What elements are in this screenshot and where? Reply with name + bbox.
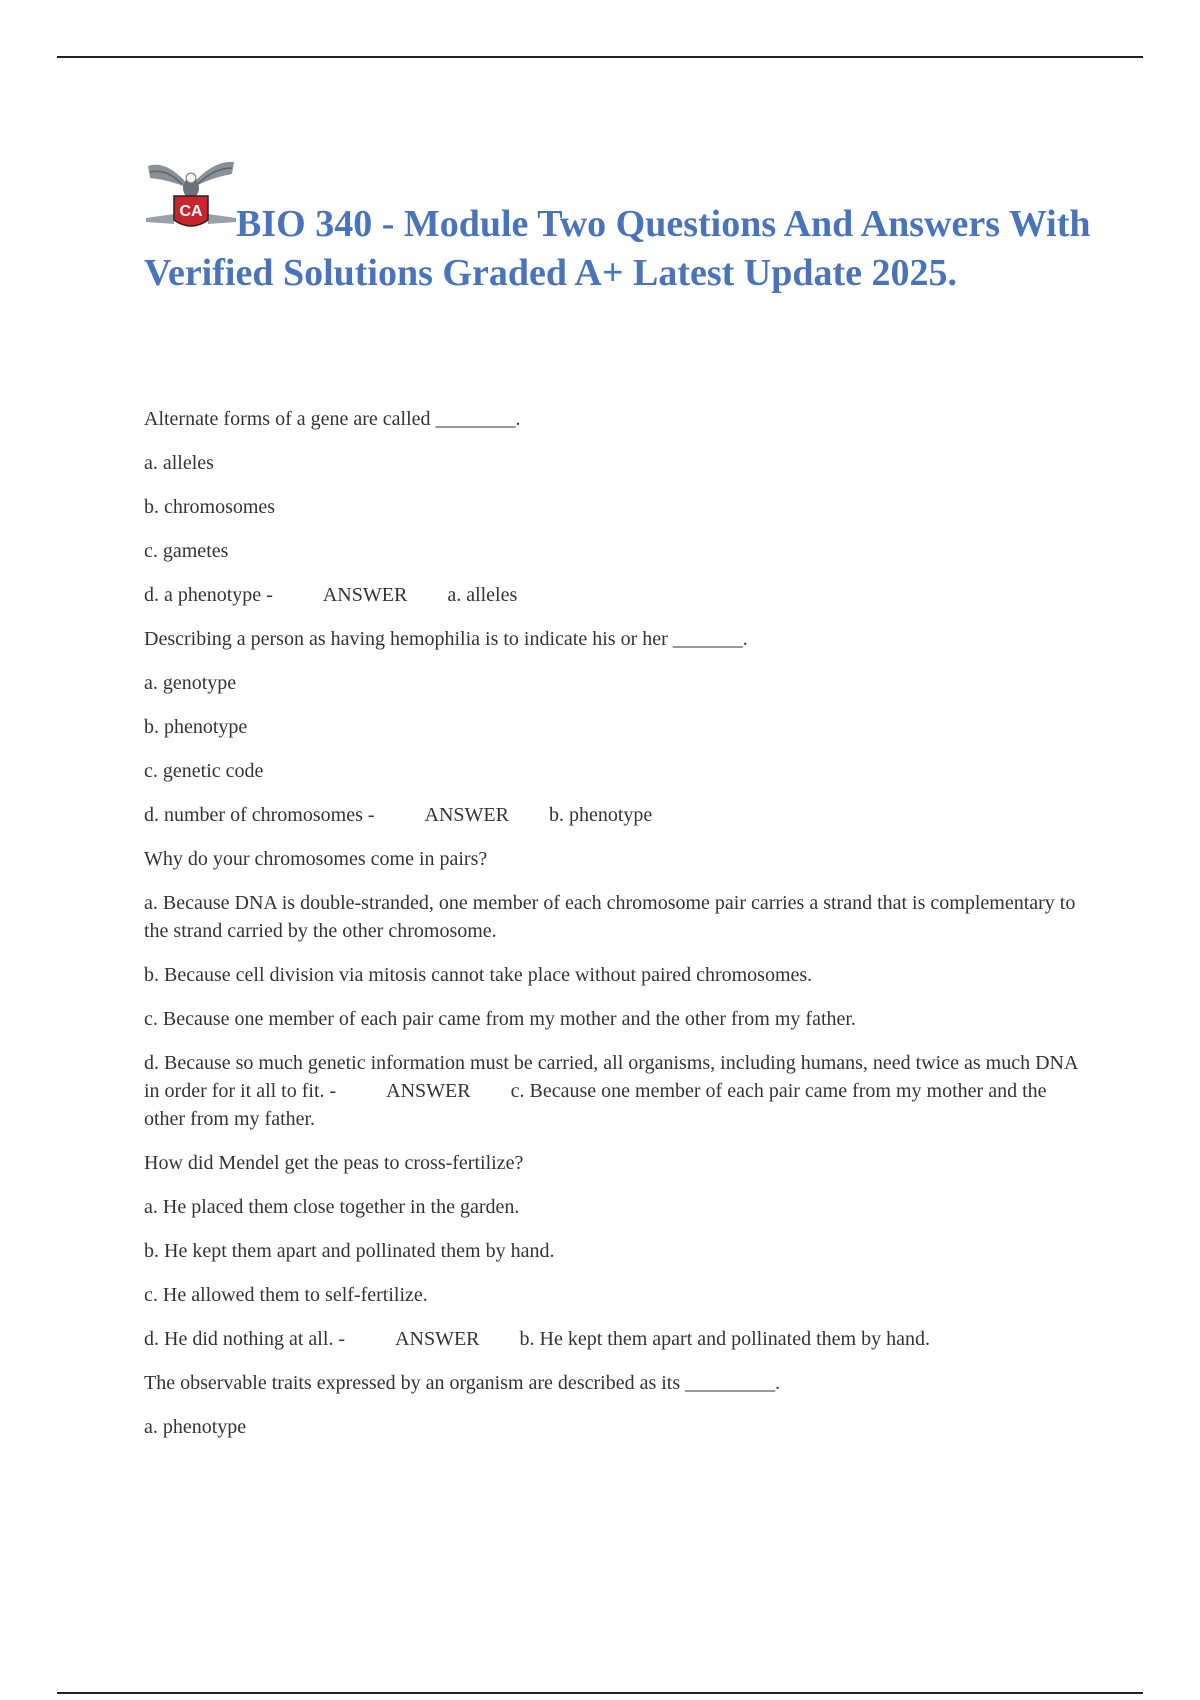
answer-option: c. gametes xyxy=(144,540,229,562)
document-title: BIO 340 - Module Two Questions And Answers With Verified Solutions Graded A+ Latest Update 2025. xyxy=(144,203,1091,294)
question-prompt: How did Mendel get the peas to cross-fertilize? xyxy=(144,1152,524,1174)
correct-answer: b. phenotype xyxy=(548,804,653,826)
answer-option: d. a phenotype - xyxy=(144,584,273,606)
question-prompt: Why do your chromosomes come in pairs? xyxy=(144,848,488,870)
answer-option: c. genetic code xyxy=(144,760,264,782)
answer-option: a. He placed them close together in the garden. xyxy=(144,1196,520,1218)
answer-label: ANSWER xyxy=(322,584,408,606)
correct-answer: a. alleles xyxy=(447,584,518,606)
answer-option: a. alleles xyxy=(144,452,214,474)
answer-option: b. phenotype xyxy=(144,716,248,738)
answer-label: ANSWER xyxy=(386,1080,471,1102)
answer-option: a. Because DNA is double-stranded, one member of each chromosome pair carries a strand that is complementary to the strand carried by the other chromosome. xyxy=(144,892,1076,942)
answer-option: c. He allowed them to self-fertilize. xyxy=(144,1284,428,1306)
answer-line xyxy=(144,1049,1084,1133)
answer-option: b. He kept them apart and pollinated them by hand. xyxy=(144,1240,555,1262)
correct-answer: c. Because one member of each pair came from my mother and the other from my father. xyxy=(144,1080,1047,1130)
svg-text:CA: CA xyxy=(179,203,203,220)
answer-option: d. number of chromosomes - xyxy=(144,804,375,826)
answer-label: ANSWER xyxy=(395,1328,480,1350)
bottom-rule xyxy=(57,1692,1143,1694)
question-prompt: Alternate forms of a gene are called ________. xyxy=(144,408,521,430)
answer-line xyxy=(144,1325,1084,1353)
question-prompt: The observable traits expressed by an organism are described as its _________. xyxy=(144,1372,781,1394)
answer-line xyxy=(144,801,1084,829)
answer-option: c. Because one member of each pair came from my mother and the other from my father. xyxy=(144,1008,856,1030)
top-rule xyxy=(57,56,1143,58)
question-prompt: Describing a person as having hemophilia is to indicate his or her _______. xyxy=(144,628,748,650)
questions-list xyxy=(144,405,1084,1457)
answer-option: a. genotype xyxy=(144,672,237,694)
answer-option: a. phenotype xyxy=(144,1416,247,1438)
answer-option: b. Because cell division via mitosis cannot take place without paired chromosomes. xyxy=(144,964,813,986)
eagle-ca-logo-icon xyxy=(144,158,238,234)
answer-option: d. Because so much genetic information must be carried, all organisms, including humans, need twice as much DNA in order for it all to fit. - xyxy=(144,1052,1078,1102)
correct-answer: b. He kept them apart and pollinated them by hand. xyxy=(519,1328,930,1350)
answer-option: b. chromosomes xyxy=(144,496,276,518)
answer-line xyxy=(144,581,1084,609)
title-block xyxy=(144,158,1104,298)
answer-label: ANSWER xyxy=(424,804,509,826)
answer-option: d. He did nothing at all. - xyxy=(144,1328,346,1350)
